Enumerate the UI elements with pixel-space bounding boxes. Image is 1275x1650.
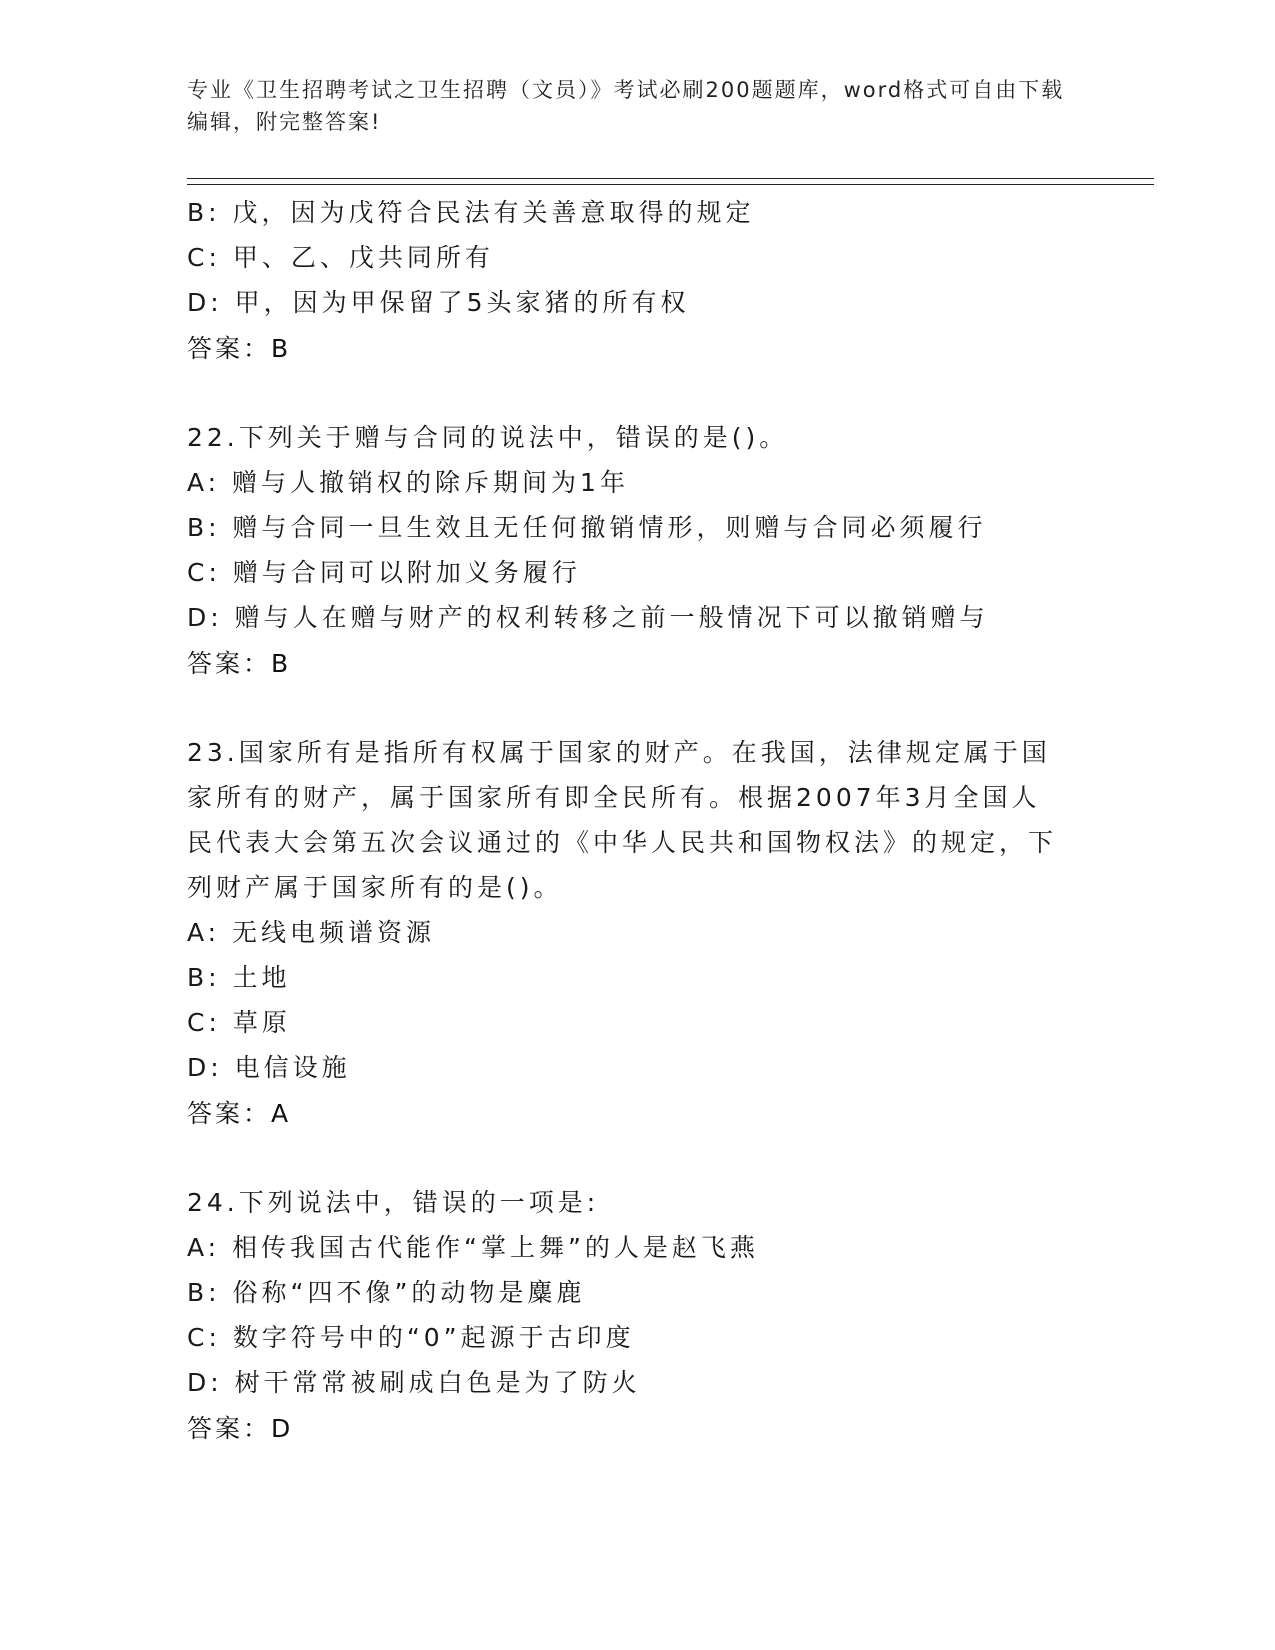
option-b: B: 俗称“四不像”的动物是麋鹿 (187, 1278, 586, 1307)
answer-line: 答案：B (187, 649, 292, 678)
option-d: D: 赠与人在赠与财产的权利转移之前一般情况下可以撤销赠与 (187, 603, 989, 632)
option-d: D: 树干常常被刷成白色是为了防火 (187, 1368, 641, 1397)
question-list (187, 190, 1087, 1452)
option-d: D: 电信设施 (187, 1053, 351, 1082)
option-b: B: 土地 (187, 963, 291, 992)
option-c: C: 赠与合同可以附加义务履行 (187, 558, 581, 587)
spacer (187, 1137, 1087, 1180)
option-d: D: 甲，因为甲保留了5头家猪的所有权 (187, 288, 690, 317)
document-header: 专业《卫生招聘考试之卫生招聘（文员）》考试必刷200题题库，word格式可自由下载编辑，附完整答案! (187, 78, 1065, 134)
question-stem: 22.下列关于赠与合同的说法中，错误的是()。 (187, 423, 789, 452)
option-b: B: 戊，因为戊符合民法有关善意取得的规定 (187, 198, 755, 227)
option-a: A: 赠与人撤销权的除斥期间为1年 (187, 468, 629, 497)
answer-line: 答案：D (187, 1414, 294, 1443)
option-a: A: 无线电频谱资源 (187, 918, 436, 947)
spacer (187, 372, 1087, 415)
prev-question-block (187, 190, 1087, 372)
option-a: A: 相传我国古代能作“掌上舞”的人是赵飞燕 (187, 1233, 759, 1262)
question-23 (187, 730, 1087, 1137)
answer-line: 答案：A (187, 1099, 292, 1128)
option-c: C: 甲、乙、戊共同所有 (187, 243, 494, 272)
question-stem: 24.下列说法中，错误的一项是: (187, 1188, 600, 1217)
header-rule-top (187, 178, 1154, 179)
answer-line: 答案：B (187, 334, 292, 363)
header-rule-bottom (187, 184, 1154, 185)
spacer (187, 687, 1087, 730)
question-stem: 23.国家所有是指所有权属于国家的财产。在我国，法律规定属于国家所有的财产，属于国家所有即全民所有。根据2007年3月全国人民代表大会第五次会议通过的《中华人民共和国物权法》的规定，下列财产属于国家所有的是()。 (187, 738, 1058, 902)
option-c: C: 数字符号中的“0”起源于古印度 (187, 1323, 635, 1352)
question-22 (187, 415, 1087, 687)
option-b: B: 赠与合同一旦生效且无任何撤销情形，则赠与合同必须履行 (187, 513, 987, 542)
question-24 (187, 1180, 1087, 1452)
option-c: C: 草原 (187, 1008, 291, 1037)
